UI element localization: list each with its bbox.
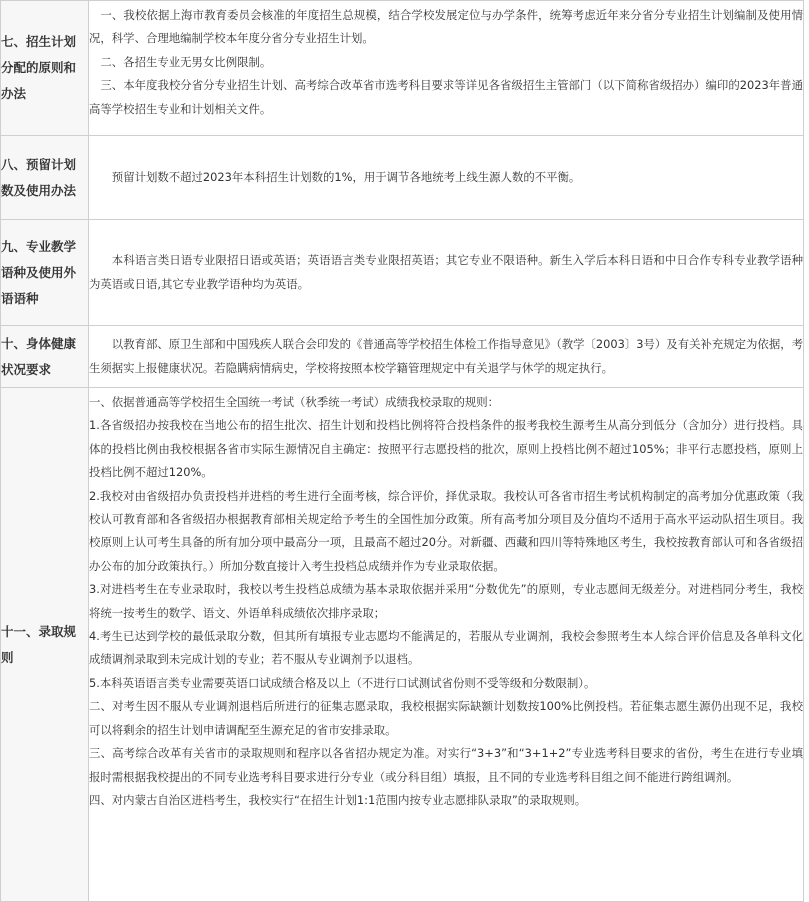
row-content-cell — [89, 326, 804, 388]
paragraph: 二、对考生因不服从专业调剂退档后所进行的征集志愿录取，我校根据实际缺额计划数按100%比例投档。若征集志愿生源仍出现不足，我校可以将剩余的招生计划申请调配至生源充足的省市安排录取。 — [89, 699, 803, 737]
row-content-cell — [89, 1, 804, 136]
paragraph: 四、对内蒙古自治区进档考生，我校实行“在招生计划1:1范围内按专业志愿排队录取”的录取规则。 — [89, 792, 587, 807]
paragraph: 4.考生已达到学校的最低录取分数，但其所有填报专业志愿均不能满足的，若服从专业调剂，我校会参照考生本人综合评价信息及各单科文化成绩调剂录取到未完成计划的专业；若不服从专业调剂予以退档。 — [89, 629, 803, 667]
table-row-reserved-plan — [1, 136, 804, 220]
row-label: 八、预留计划数及使用办法 — [1, 156, 77, 198]
table-row-admission-rules — [1, 388, 804, 902]
table-row-health-requirements — [1, 326, 804, 388]
paragraph: 本科语言类日语专业限招日语或英语；英语语言类专业限招英语；其它专业不限语种。新生入学后本科日语和中日合作专科专业教学语种为英语或日语,其它专业教学语种均为英语。 — [89, 253, 803, 291]
paragraph: 2.我校对由省级招办负责投档并进档的考生进行全面考核，综合评价，择优录取。我校认可各省市招生考试机构制定的高考加分优惠政策（我校认可教育部和各省级招办根据教育部相关规定给予考生的全国性加分政策。所有高考加分项目及分值均不适用于高水平运动队招生项目。我校原则上认可考生具备的所有加分项中最高分一项，且最高不超过20分。对新疆、西藏和四川等特殊地区考生，我校按教育部认可和各省级招办公布的加分政策执行。）所加分数直接计入考生投档总成绩并作为专业录取依据。 — [89, 488, 803, 573]
row-label-cell — [1, 326, 89, 388]
row-content-cell — [89, 136, 804, 220]
paragraph: 1.各省级招办按我校在当地公布的招生批次、招生计划和投档比例将符合投档条件的报考我校生源考生从高分到低分（含加分）进行投档。具体的投档比例由我校根据各省市实际生源情况自主确定：按照平行志愿投档的批次，原则上投档比例不超过105%；非平行志愿投档，原则上投档比例不超过120%。 — [89, 418, 803, 480]
row-label-cell — [1, 136, 89, 220]
paragraph: 3.对进档考生在专业录取时，我校以考生投档总成绩为基本录取依据并采用“分数优先”的原则，专业志愿间无级差分。对进档同分考生，我校将统一按考生的数学、语文、外语单科成绩依次排序录取； — [89, 582, 803, 620]
row-label: 十、身体健康状况要求 — [1, 335, 77, 377]
row-label-cell — [1, 388, 89, 902]
paragraph: 一、依据普通高等学校招生全国统一考试（秋季统一考试）成绩我校录取的规则： — [89, 395, 500, 409]
paragraph: 二、各招生专业无男女比例限制。 — [100, 54, 272, 69]
paragraph: 一、我校依据上海市教育委员会核准的年度招生总规模，结合学校发展定位与办学条件，统筹考虑近年来分省分专业招生计划编制及使用情况，科学、合理地编制学校本年度分省分专业招生计划。 — [89, 8, 803, 46]
row-label-cell — [1, 220, 89, 326]
table-row-plan-allocation — [1, 1, 804, 136]
paragraph: 三、本年度我校分省分专业招生计划、高考综合改革省市选考科目要求等详见各省级招生主管部门（以下简称省级招办）编印的2023年普通高等学校招生专业和计划相关文件。 — [89, 78, 803, 116]
row-label: 十一、录取规则 — [1, 623, 77, 665]
paragraph: 预留计划数不超过2023年本科招生计划数的1%，用于调节各地统考上线生源人数的不平衡。 — [111, 169, 581, 184]
paragraph: 三、高考综合改革有关省市的录取规则和程序以各省招办规定为准。对实行“3+3”和“3+1+2”专业选考科目要求的省份，考生在进行专业填报时需根据我校提出的不同专业选考科目要求进行分专业（或分科目组）填报，且不同的专业选考科目组之间不能进行跨组调剂。 — [89, 746, 803, 784]
row-label: 七、招生计划分配的原则和办法 — [1, 34, 77, 101]
paragraph: 以教育部、原卫生部和中国残疾人联合会印发的《普通高等学校招生体检工作指导意见》（教学〔2003〕3号）及有关补充规定为依据，考生须据实上报健康状况。若隐瞒病情病史，学校将按照本校学籍管理规定中有关退学与休学的规定执行。 — [89, 337, 803, 375]
row-label-cell — [1, 1, 89, 136]
table-row-teaching-language — [1, 220, 804, 326]
paragraph: 5.本科英语语言类专业需要英语口试成绩合格及以上（不进行口试测试省份则不受等级和分数限制）。 — [89, 675, 596, 690]
row-content-cell — [89, 388, 804, 902]
row-label: 九、专业教学语种及使用外语语种 — [1, 238, 77, 306]
row-content-cell — [89, 220, 804, 326]
